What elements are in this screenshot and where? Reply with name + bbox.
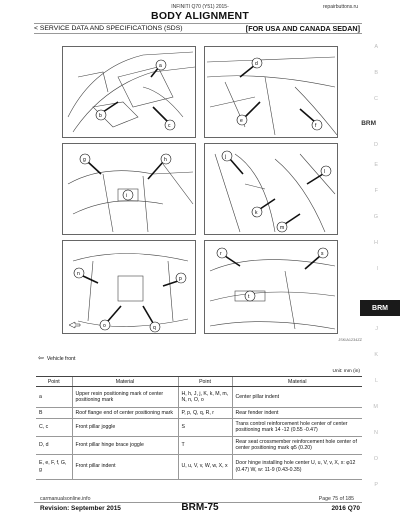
point-label: n <box>77 271 80 277</box>
footer-page-code: BRM-75 <box>181 502 219 513</box>
index-letter[interactable]: H <box>374 240 378 246</box>
point-label: p <box>179 276 182 282</box>
point-label: b <box>99 113 102 119</box>
point-label: j <box>225 154 227 160</box>
table-cell: Front pillar hinge brace joggle <box>72 436 178 454</box>
column-header: Material <box>232 377 362 387</box>
index-letter[interactable]: A <box>374 44 378 50</box>
table-cell: S <box>178 418 232 436</box>
index-letter[interactable]: K <box>374 352 378 358</box>
point-label: l <box>324 169 326 175</box>
index-letter[interactable]: E <box>374 162 378 168</box>
table-cell: Center pillar indent <box>232 387 362 408</box>
point-label: k <box>255 210 258 216</box>
figure-drawing <box>205 47 338 138</box>
point-label: a <box>159 63 162 69</box>
figure-panel-center-pillar <box>204 143 338 235</box>
index-letter[interactable]: F <box>374 188 378 194</box>
index-letter[interactable]: D <box>374 142 378 148</box>
index-letter[interactable]: M <box>373 404 378 410</box>
index-letter[interactable]: I <box>376 266 378 272</box>
figure-panel-roof <box>204 46 338 138</box>
legend-text: Vehicle front <box>46 355 76 362</box>
index-letter[interactable]: N <box>374 430 378 436</box>
point-label: e <box>240 118 243 124</box>
table-cell: Roof flange end of center positioning mark <box>72 408 178 419</box>
figure-code: JSKIA1234ZZ <box>338 338 362 342</box>
figure-drawing <box>205 144 338 235</box>
measurement-points-table <box>36 376 362 480</box>
unit-note: Unit: mm (in) <box>332 369 360 374</box>
table-row <box>36 408 362 419</box>
table-header-row <box>36 377 362 387</box>
point-label: d <box>255 61 258 67</box>
point-label: o <box>103 323 106 329</box>
figure-drawing <box>63 144 196 235</box>
table-cell: Upper resin positioning mark of center positioning mark <box>72 387 178 408</box>
point-label: m <box>280 225 285 231</box>
page-title: BODY ALIGNMENT <box>151 10 249 22</box>
table-cell: H, h, J, j, K, k, M, m, N, n, O, o <box>178 387 232 408</box>
table-row <box>36 418 362 436</box>
column-header: Material <box>72 377 178 387</box>
subheader-divider <box>34 33 362 34</box>
table-cell: a <box>36 387 72 408</box>
table-cell: Front pillar indent <box>72 454 178 479</box>
footer-model-year: 2016 Q70 <box>331 505 360 512</box>
active-section-tab[interactable]: BRM <box>360 300 400 316</box>
point-label: q <box>153 325 156 331</box>
vehicle-front-arrow-icon <box>69 322 80 328</box>
point-label: r <box>220 251 222 257</box>
site-header: repairbuttons.ru <box>322 4 358 10</box>
index-letter[interactable]: L <box>374 378 378 384</box>
table-cell: Rear fender indent <box>232 408 362 419</box>
footer-page-count: Page 75 of 185 <box>318 496 354 502</box>
table-cell: E, e, F, f, G, g <box>36 454 72 479</box>
table-cell: C, c <box>36 418 72 436</box>
table-cell: Door hinge installing hole center U, u, V, v, X, x: φ12 (0.47) W, w: 11-9 (0.43-0.35) <box>232 454 362 479</box>
column-header: Point <box>36 377 72 387</box>
table-cell: U, u, V, v, W, w, X, x <box>178 454 232 479</box>
table-cell: T <box>178 436 232 454</box>
legend <box>38 355 75 362</box>
point-label: g <box>83 157 86 163</box>
hollow-arrow-icon: ⇦ <box>38 355 44 362</box>
point-label: i <box>126 193 128 199</box>
figure-panel-rear-underbody <box>204 240 338 334</box>
table-cell: Front pillar joggle <box>72 418 178 436</box>
footer-revision: Revision: September 2015 <box>40 505 121 512</box>
figure-drawing <box>205 241 338 334</box>
point-label: h <box>164 157 167 163</box>
market-label: [FOR USA AND CANADA SEDAN] <box>245 24 360 33</box>
point-label: s <box>321 251 324 257</box>
footer-site: carmanualsonline.info <box>40 496 91 502</box>
figure-panel-front-pillar <box>62 46 196 138</box>
figure-drawing <box>63 47 196 138</box>
table-row <box>36 387 362 408</box>
section-breadcrumb-link[interactable]: < SERVICE DATA AND SPECIFICATIONS (SDS) <box>34 25 183 32</box>
figure-drawing <box>63 241 196 334</box>
table-row <box>36 436 362 454</box>
column-header: Point <box>178 377 232 387</box>
index-letter[interactable]: P <box>374 482 378 488</box>
point-label: c <box>168 123 171 129</box>
figure-panel-front-pillar-joggle <box>62 143 196 235</box>
section-tab-label[interactable]: BRM <box>361 120 376 127</box>
index-letter[interactable]: B <box>374 70 378 76</box>
table-cell: D, d <box>36 436 72 454</box>
index-letter[interactable]: C <box>374 96 378 102</box>
point-label: t <box>248 294 250 300</box>
index-letter[interactable]: O <box>373 456 378 462</box>
table-cell: B <box>36 408 72 419</box>
figure-panel-floor <box>62 240 196 334</box>
table-cell: Trans control reinforcement hole center of center positioning mark 14 -12 (0.55 -0.47) <box>232 418 362 436</box>
model-header: INFINITI Q70 (Y51) 2015- <box>171 4 229 10</box>
point-label: f <box>315 123 317 129</box>
table-row <box>36 454 362 479</box>
index-letter[interactable]: J <box>375 326 378 332</box>
table-cell: Rear seat crossmember reinforcement hole center of center positioning mark φ5 (0.20) <box>232 436 362 454</box>
index-letter[interactable]: G <box>373 214 378 220</box>
table-cell: P, p, Q, q, R, r <box>178 408 232 419</box>
